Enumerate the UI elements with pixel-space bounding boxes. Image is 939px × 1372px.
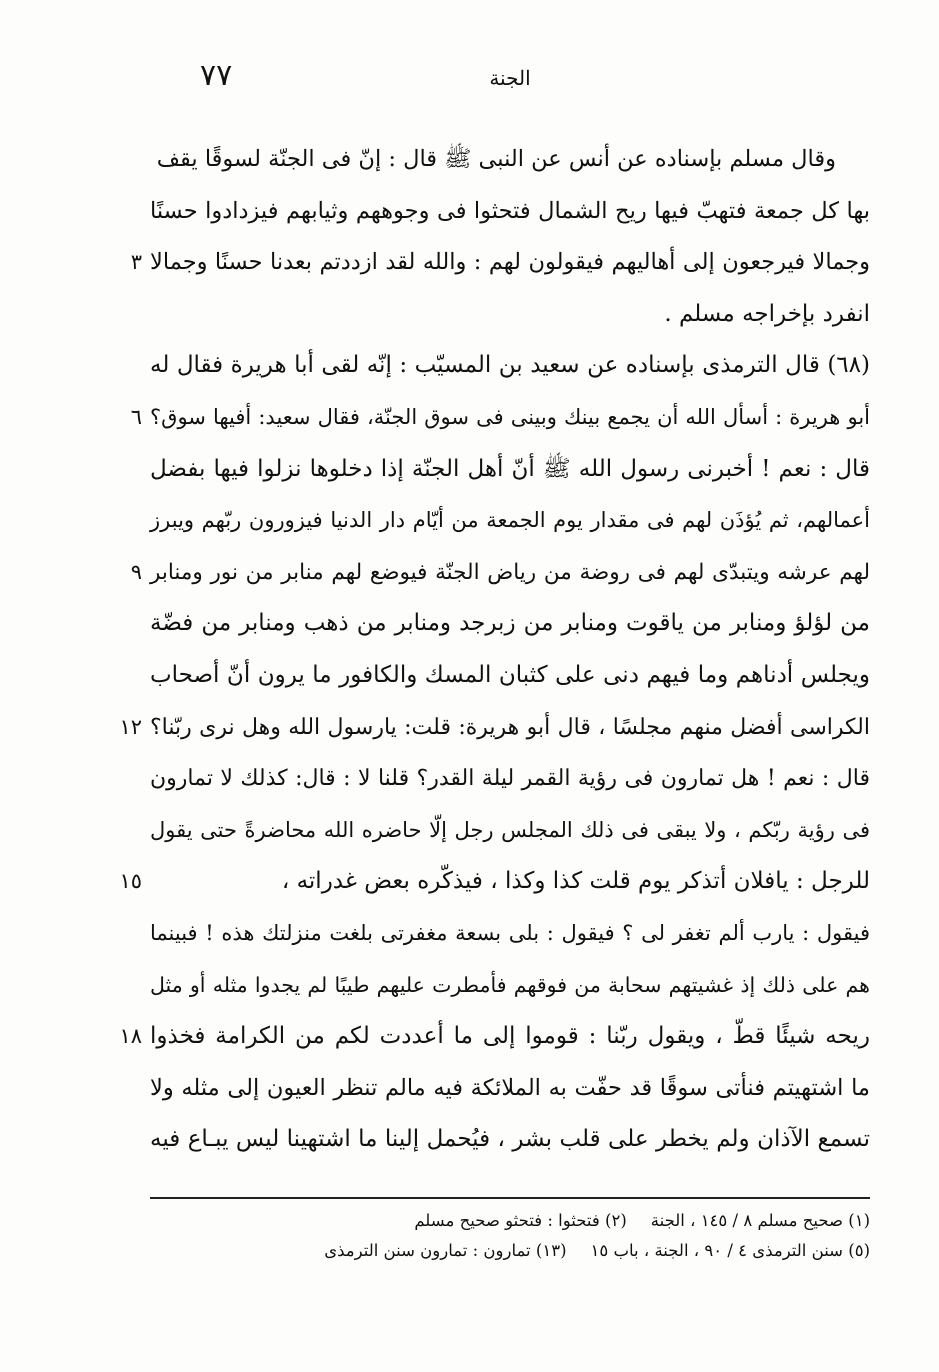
text-line bbox=[150, 134, 870, 186]
line-number: ٩ bbox=[130, 559, 142, 584]
footnote: (٥) سنن الترمذى ٤ / ٩٠ ، الجنة ، باب ١٥ bbox=[590, 1241, 870, 1260]
text-line-content: أعمالهم، ثم يُؤذَن لهم فى مقدار يوم الجمعة من أيّام دار الدنيا فيزورون ربّهم ويبرز bbox=[150, 508, 870, 533]
text-line bbox=[130, 392, 870, 444]
text-line-content: وقال مسلم بإسناده عن أنس عن النبى ﷺ قال : إنّ فى الجنّة لسوقًا يقف bbox=[156, 146, 836, 172]
text-line bbox=[150, 1114, 870, 1166]
text-line-content: قال : نعم ! هل تمارون فى رؤية القمر ليلة القدر؟ قلنا لا : قال: كذلك لا تمارون bbox=[150, 766, 870, 792]
text-line bbox=[150, 598, 870, 650]
text-line-content: هم على ذلك إذ غشيتهم سحابة من فوقهم فأمطرت عليهم طيبًا لم يجدوا مثله أو مثل bbox=[150, 972, 870, 997]
text-line bbox=[119, 702, 870, 754]
footnote: (٢) فتحثوا : فتحثو صحيح مسلم bbox=[414, 1211, 627, 1230]
text-line-content: تسمع الآذان ولم يخطر على قلب بشر ، فيُحمل إلينا ما اشتهينا ليس يبـاع فيه bbox=[150, 1126, 870, 1153]
page-header bbox=[150, 58, 870, 98]
text-line-content: ويجلس أدناهم وما فيهم دنى على كثبان المسك والكافور ما يرون أنّ أصحاب bbox=[150, 661, 870, 688]
running-title: الجنة bbox=[489, 66, 531, 90]
line-number: ١٥ bbox=[119, 869, 142, 894]
body-text bbox=[119, 134, 870, 1166]
text-line-content: (٦٨) قال الترمذى بإسناده عن سعيد بن المسيّب : إنّه لقى أبا هريرة فقال له bbox=[150, 352, 870, 379]
text-line bbox=[150, 805, 870, 857]
text-line bbox=[130, 547, 870, 599]
line-number: ١٢ bbox=[119, 714, 142, 739]
text-line bbox=[150, 1063, 870, 1115]
text-line-content: للرجل : يافلان أتذكر يوم قلت كذا وكذا ، فيذكّره بعض غدراته ، bbox=[281, 868, 870, 895]
text-line bbox=[150, 908, 870, 960]
text-line-content: الكراسى أفضل منهم مجلسًا ، قال أبو هريرة: قلت: يارسول الله وهل نرى ربّنا؟ bbox=[150, 714, 870, 740]
footnotes bbox=[150, 1206, 870, 1266]
text-line bbox=[150, 753, 870, 805]
text-line-content: وجمالا فيرجعون إلى أهاليهم فيقولون لهم : والله لقد ازددتم بعدنا حسنًا وجمالا bbox=[150, 249, 870, 276]
text-line-content: ريحه شيئًا قطّ ، ويقول ربّنا : قوموا إلى ما أعددت لكم من الكرامة فخذوا bbox=[150, 1023, 870, 1050]
text-line bbox=[150, 444, 870, 496]
footnote-line bbox=[150, 1206, 870, 1236]
text-line-content: انفرد بإخراجه مسلم . bbox=[664, 300, 870, 327]
text-line-content: من لؤلؤ ومنابر من ياقوت ومنابر من زبرجد ومنابر من ذهب ومنابر من فضّة bbox=[150, 610, 870, 637]
footnote: (١) صحيح مسلم ٨ / ١٤٥ ، الجنة bbox=[650, 1211, 870, 1230]
line-number: ١٨ bbox=[119, 1024, 142, 1049]
line-number: ٣ bbox=[130, 250, 142, 275]
text-line bbox=[130, 237, 870, 289]
text-line-content: فى رؤية ربّكم ، ولا يبقى فى ذلك المجلس رجل إلّا حاضره الله محاضرةً حتى يقول bbox=[150, 817, 870, 842]
text-line-content: فيقول : يارب ألم تغفر لى ؟ فيقول : بلى بسعة مغفرتى بلغت منزلتك هذه ! فبينما bbox=[150, 920, 870, 945]
text-line bbox=[119, 856, 870, 908]
text-line bbox=[150, 186, 870, 238]
text-line bbox=[150, 340, 870, 392]
text-line-content: قال : نعم ! أخبرنى رسول الله ﷺ أنّ أهل الجنّة إذا دخلوها نزلوا فيها بفضل bbox=[150, 455, 870, 482]
text-line bbox=[150, 495, 870, 547]
text-line bbox=[150, 650, 870, 702]
line-number: ٦ bbox=[130, 404, 142, 429]
text-line-content: لهم عرشه ويتبدّى لهم فى روضة من رياض الجنّة فيوضع لهم منابر من نور ومنابر bbox=[150, 559, 870, 585]
footnote-line bbox=[150, 1236, 870, 1266]
text-line bbox=[150, 289, 870, 341]
text-line bbox=[150, 960, 870, 1012]
page-number: ٧٧ bbox=[200, 58, 233, 93]
footnote: (١٣) تمارون : تمارون سنن الترمذى bbox=[324, 1241, 567, 1260]
text-line-content: ما اشتهيتم فنأتى سوقًا قد حفّت به الملائكة فيه مالم تنظر العيون إلى مثله ولا bbox=[150, 1074, 870, 1101]
text-line-content: بها كل جمعة فتهبّ فيها ريح الشمال فتحثوا فى وجوههم وثيابهم فيزدادوا حسنًا bbox=[150, 197, 870, 224]
footnote-divider bbox=[150, 1197, 870, 1199]
text-line-content: أبو هريرة : أسأل الله أن يجمع بينك وبينى فى سوق الجنّة، فقال سعيد: أفيها سوق؟ bbox=[150, 404, 870, 429]
text-line bbox=[119, 1011, 870, 1063]
